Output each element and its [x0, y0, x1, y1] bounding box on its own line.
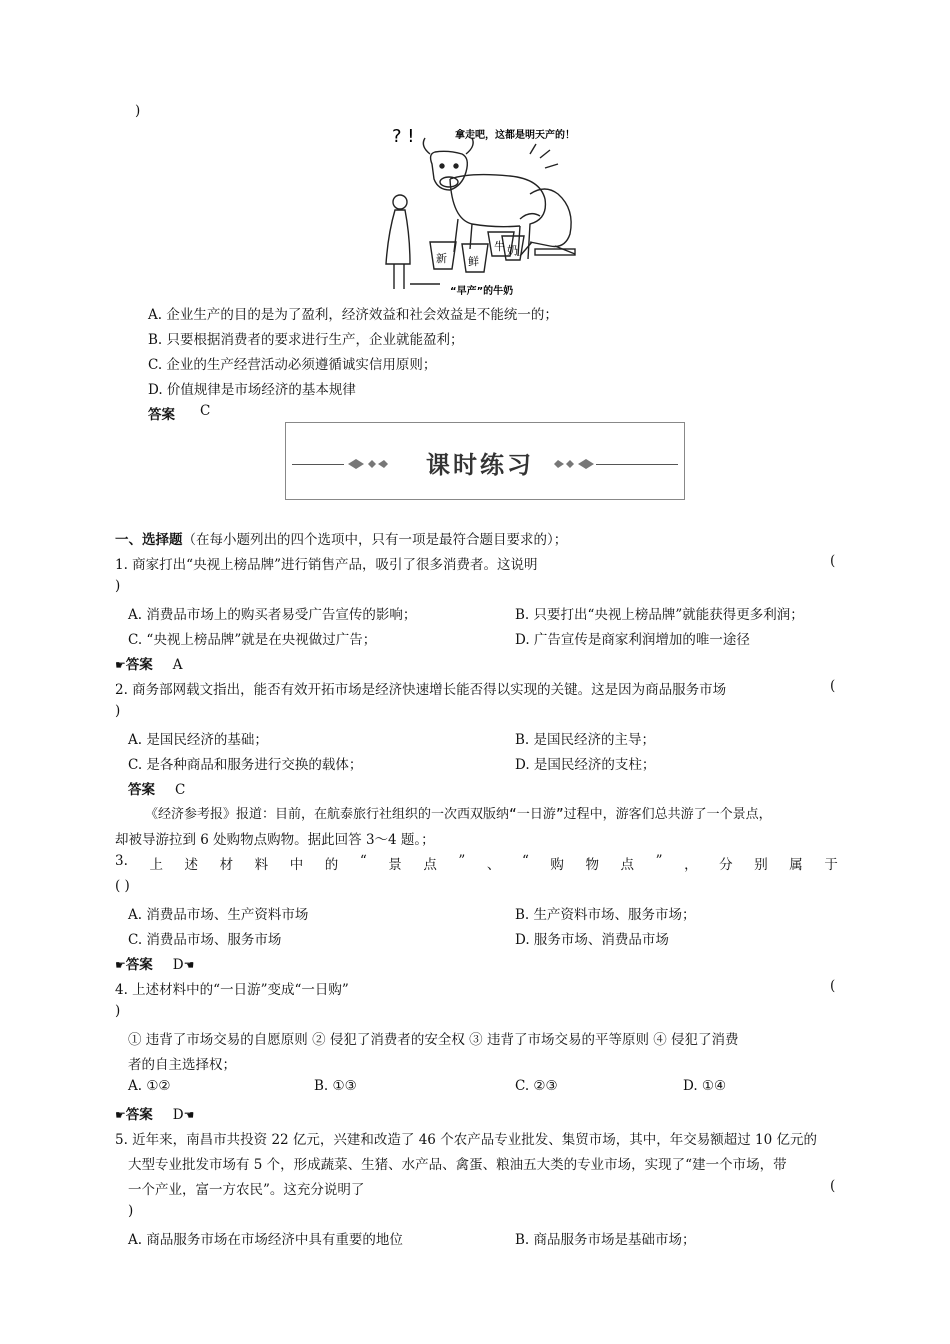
- q2-answer-label: 答案: [128, 782, 155, 798]
- q2-stem: 2. 商务部网载文指出，能否有效开拓市场是经济快速增长能否得以实现的关键。这是因为商品服务市场: [115, 682, 727, 698]
- q3-answer-label: 答案: [125, 957, 153, 973]
- q1-option-c: C. “央视上榜品牌”就是在央视做过广告；: [128, 632, 377, 648]
- q1-paren-open: (: [830, 553, 836, 569]
- ornament-right-icon: [554, 458, 594, 470]
- q3-stem-char: 于: [824, 857, 838, 873]
- q1-paren-close: ): [115, 578, 121, 594]
- cartoon-caption: “早产”的牛奶: [450, 286, 514, 297]
- q2-answer-row: [128, 778, 185, 798]
- q3-option-d: D. 服务市场、消费品市场: [515, 932, 669, 948]
- material-line-1: 《经济参考报》报道：目前，在航泰旅行社组织的一次西双版纳“一日游”过程中，游客们总共游了一个景点，: [145, 807, 772, 822]
- q4-option-d: D. ①④: [683, 1078, 727, 1094]
- intro-option-a: A. 企业生产的目的是为了盈利，经济效益和社会效益是不能统一的；: [148, 307, 558, 323]
- q3-stem-char: 景: [388, 857, 402, 873]
- bucket-label-1: 新: [436, 252, 447, 265]
- q2-answer: C: [175, 782, 186, 798]
- lesson-practice-banner: [285, 422, 685, 500]
- q3-stem-char: 中: [289, 857, 304, 873]
- speech-text: 拿走吧，这都是明天产的！: [455, 130, 575, 141]
- section-heading-bold: 一、选择题: [115, 532, 183, 548]
- material-line-2: 却被导游拉到 6 处购物点购物。据此回答 3～4 题。；: [115, 832, 435, 848]
- q1-stem: 1. 商家打出“央视上榜品牌”进行销售产品，吸引了很多消费者。这说明: [115, 557, 538, 573]
- q3-stem-char: 的: [324, 857, 339, 873]
- q3-option-b: B. 生产资料市场、服务市场；: [515, 907, 696, 923]
- q4-paren-open: (: [830, 978, 836, 994]
- q1-option-a: A. 消费品市场上的购买者易受广告宣传的影响；: [128, 607, 417, 623]
- q3-answer: D: [172, 957, 184, 973]
- q4-paren-close: ): [115, 1003, 121, 1019]
- q3-stem-char: 属: [789, 857, 803, 873]
- hand-pointer-icon: ☚: [183, 1108, 195, 1122]
- hand-pointer-icon: ☛: [115, 658, 126, 672]
- hand-pointer-icon: ☛: [115, 958, 126, 972]
- q2-option-a: A. 是国民经济的基础；: [128, 732, 268, 748]
- q4-stem: 4. 上述材料中的“一日游”变成“一日购”: [115, 982, 349, 998]
- q3-stem-char: ，: [684, 857, 698, 873]
- banner-rule-right: [596, 464, 678, 465]
- q3-stem-char: ”: [655, 853, 663, 869]
- q5-option-b: B. 商品服务市场是基础市场；: [515, 1232, 696, 1248]
- hand-pointer-icon: ☚: [183, 958, 195, 972]
- q3-stem-char: ”: [458, 853, 466, 869]
- q3-stem-char: “: [359, 853, 367, 869]
- bucket-label-3: 牛: [494, 240, 505, 253]
- q3-answer-row: [115, 953, 194, 973]
- q5-line-3: 一个产业，富一方农民”。这充分说明了: [128, 1182, 365, 1198]
- banner-rule-left: [292, 464, 344, 465]
- q5-line-2: 大型专业批发市场有 5 个，形成蔬菜、生猪、水产品、禽蛋、粮油五大类的专业市场，实现了“建一个市场，带: [128, 1157, 787, 1173]
- intro-answer: C: [200, 403, 211, 419]
- q4-answer-row: [115, 1103, 194, 1123]
- q3-stem: [115, 853, 838, 873]
- bucket-label-4: 奶: [507, 244, 518, 257]
- intro-option-d: D. 价值规律是市场经济的基本规律: [148, 382, 356, 398]
- q3-stem-char: 物: [585, 857, 599, 873]
- q3-stem-char: 3.: [115, 853, 128, 869]
- q3-paren: ( ): [115, 878, 130, 894]
- q1-answer-label: 答案: [125, 657, 153, 673]
- q3-stem-char: 别: [754, 857, 768, 873]
- q4-option-b: B. ①③: [314, 1078, 357, 1094]
- q2-option-c: C. 是各种商品和服务进行交换的载体；: [128, 757, 363, 773]
- q3-stem-char: 点: [423, 857, 437, 873]
- q5-paren-close: ): [128, 1203, 134, 1219]
- q3-stem-char: 述: [184, 857, 199, 873]
- q3-stem-char: 、: [486, 857, 501, 873]
- q4-option-c: C. ②③: [515, 1078, 558, 1094]
- q4-answer: D: [172, 1107, 184, 1123]
- q2-paren-open: (: [830, 678, 836, 694]
- banner-title: 课时练习: [426, 451, 534, 479]
- q1-option-b: B. 只要打出“央视上榜品牌”就能获得更多利润；: [515, 607, 804, 623]
- q1-answer-row: [115, 653, 183, 673]
- q3-stem-char: 材: [219, 857, 234, 873]
- q3-stem-char: 点: [620, 857, 635, 873]
- q5-option-a: A. 商品服务市场在市场经济中具有重要的地位: [128, 1232, 403, 1248]
- q5-paren-open: (: [830, 1178, 836, 1194]
- q4-items-line-1: ① 违背了市场交易的自愿原则 ② 侵犯了消费者的安全权 ③ 违背了市场交易的平等原则 ④ 侵犯了消费: [128, 1032, 739, 1048]
- intro-option-c: C. 企业的生产经营活动必须遵循诚实信用原则；: [148, 357, 437, 373]
- bucket-label-2: 鲜: [468, 255, 479, 268]
- q3-stem-char: 分: [719, 857, 733, 873]
- q3-stem-char: 购: [550, 857, 564, 873]
- milk-cow-cartoon: [380, 124, 600, 299]
- hand-pointer-icon: ☛: [115, 1108, 126, 1122]
- intro-option-b: B. 只要根据消费者的要求进行生产，企业就能盈利；: [148, 332, 464, 348]
- q3-option-c: C. 消费品市场、服务市场: [128, 932, 282, 948]
- q4-answer-label: 答案: [125, 1107, 153, 1123]
- q4-items-line-2: 者的自主选择权；: [128, 1057, 236, 1073]
- q1-answer: A: [172, 657, 183, 673]
- section-heading-rest: （在每小题列出的四个选项中，只有一项是最符合题目要求的）；: [182, 532, 568, 548]
- q2-option-b: B. 是国民经济的主导；: [515, 732, 656, 748]
- ornament-left-icon: [348, 458, 388, 470]
- q3-option-a: A. 消费品市场、生产资料市场: [128, 907, 309, 923]
- question-marks: ? !: [392, 126, 415, 147]
- q3-stem-char: “: [521, 853, 529, 869]
- section-heading: [115, 528, 567, 548]
- continuation-paren: ): [135, 103, 141, 119]
- q3-stem-char: 上: [149, 857, 163, 873]
- q2-option-d: D. 是国民经济的支柱；: [515, 757, 656, 773]
- intro-answer-label: 答案: [148, 407, 175, 423]
- q3-stem-char: 料: [254, 857, 269, 873]
- cartoon-drawing: [380, 124, 600, 299]
- q1-option-d: D. 广告宣传是商家利润增加的唯一途径: [515, 632, 750, 648]
- q4-option-a: A. ①②: [128, 1078, 171, 1094]
- q2-paren-close: ): [115, 703, 121, 719]
- q5-line-1: 5. 近年来，南昌市共投资 22 亿元，兴建和改造了 46 个农产品专业批发、集贸市场，其中，年交易额超过 10 亿元的: [115, 1132, 817, 1148]
